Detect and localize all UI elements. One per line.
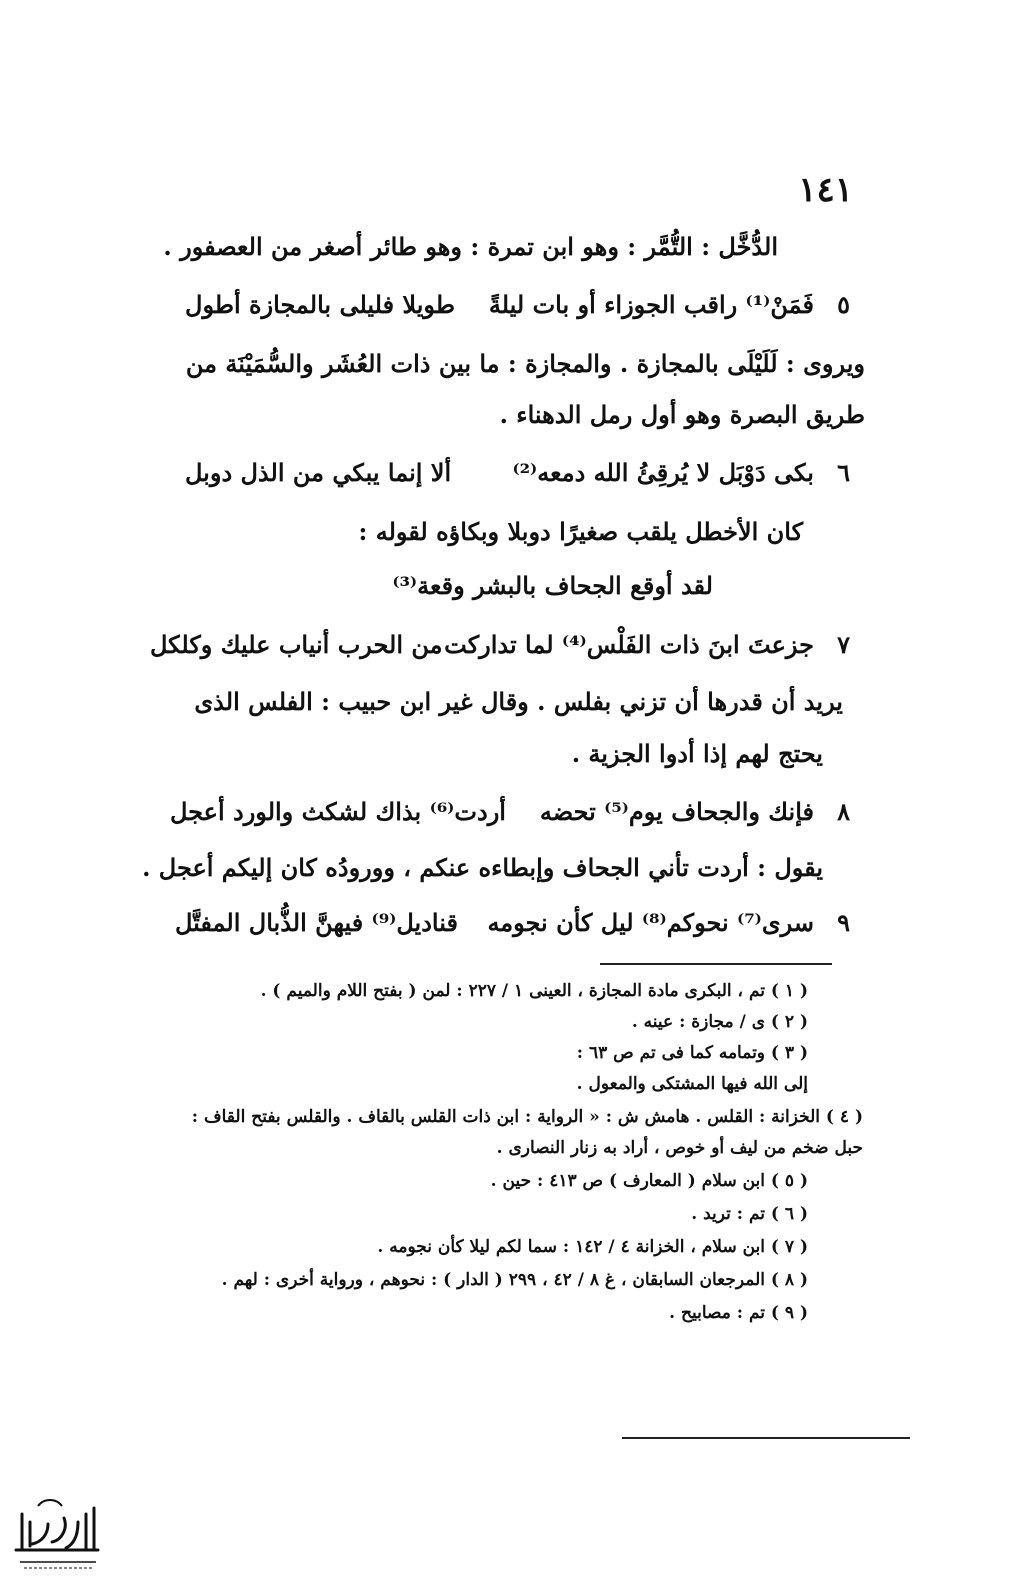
verse-number: ٨ [837, 797, 850, 826]
verse-first-hemistich: جزعتَ ابنَ ذات الفَلْس⁽⁴⁾ لما تداركت [444, 630, 814, 659]
verse-8 [170, 797, 850, 837]
footnote: ( ١ ) تم ، البكرى مادة المجازة ، العينى ١ / ٢٢٧ : لمن ( بفتح اللام والميم ) . [260, 981, 808, 1001]
verse-5 [185, 290, 850, 330]
verse-second-hemistich: قناديل⁽⁹⁾ فيهنَّ الذُّبال المفتَّل [175, 908, 458, 937]
verse-6 [185, 458, 850, 498]
verse-number: ٩ [837, 908, 850, 937]
verse-second-hemistich: طويلا فليلى بالمجازة أطول [185, 290, 455, 319]
footnote-quote: إلى الله فيها المشتكى والمعول . [576, 1074, 808, 1094]
verse-first-hemistich: سرى⁽⁷⁾ نحوكم⁽⁸⁾ ليل كأن نجومه [487, 908, 814, 937]
footnote-continued: حبل ضخم من ليف أو خوص ، أراد به زنار النصارى . [496, 1138, 863, 1158]
bottom-rule [622, 1437, 910, 1439]
footnote: ( ٩ ) تم : مصابيح . [669, 1303, 808, 1323]
footnote: ( ٦ ) تم : تريد . [691, 1204, 808, 1224]
verse-number: ٦ [837, 458, 850, 487]
verse-number: ٧ [837, 630, 850, 659]
calligraphy-stamp-logo [8, 1488, 104, 1580]
verse-second-hemistich: ألا إنما يبكي من الذل دوبل [185, 458, 452, 487]
verse-number: ٥ [837, 290, 850, 319]
commentary-line: يحتج لهم إذا أدوا الجزية . [571, 739, 823, 768]
commentary-line: ويروى : لَلَيْلَى بالمجازة . والمجازة : ما بين ذات العُشَر والسُّمَيْنَة من [185, 349, 865, 378]
verse-7 [150, 630, 850, 670]
commentary-line: كان الأخطل يلقب صغيرًا دوبلا وبكاؤه لقوله : [358, 517, 803, 546]
verse-second-hemistich: من الحرب أنياب عليك وكلكل [150, 630, 443, 659]
verse-first-hemistich: فإنك والجحاف يوم⁽⁵⁾ تحضه [539, 797, 814, 826]
commentary-line: يريد أن قدرها أن تزني بفلس . وقال غير ابن حبيب : الفلس الذى [194, 687, 843, 716]
footnote-separator [600, 963, 832, 965]
quoted-hemistich: لقد أوقع الجحاف بالبشر وقعة⁽³⁾ [392, 571, 713, 600]
commentary-line: يقول : أردت تأني الجحاف وإبطاءه عنكم ، وورودُه كان إليكم أعجل . [142, 853, 823, 882]
verse-second-hemistich: أردت⁽⁶⁾ بذاك لشكث والورد أعجل [170, 797, 506, 826]
footnote: ( ٥ ) ابن سلام ( المعارف ) ص ٤١٣ : حين . [490, 1171, 808, 1191]
footnote: ( ٢ ) ى / مجازة : عينه . [631, 1012, 808, 1032]
footnote: ( ٧ ) ابن سلام ، الخزانة ٤ / ١٤٢ : سما لكم ليلا كأن نجومه . [377, 1237, 808, 1257]
verse-first-hemistich: بكى دَوْبَل لا يُرقِئُ الله دمعه⁽²⁾ [512, 458, 814, 487]
footnote: ( ٣ ) وتمامه كما فى تم ص ٦٣ : [576, 1043, 808, 1063]
commentary-line: طريق البصرة وهو أول رمل الدهناء . [499, 400, 865, 429]
verse-9 [175, 908, 850, 948]
verse-first-hemistich: فَمَنْ⁽¹⁾ راقب الجوزاء أو بات ليلةً [488, 290, 814, 319]
gloss-line: الدُّخَّل : التُّمَّر : وهو ابن تمرة : وهو طائر أصغر من العصفور . [163, 232, 778, 261]
footnote: ( ٨ ) المرجعان السابقان ، غ ٨ / ٤٢ ، ٢٩٩ ( الدار ) : نحوهم ، ورواية أخرى : لهم . [221, 1270, 808, 1290]
footnote: ( ٤ ) الخزانة : القلس . هامش ش : « الرواية : ابن ذات القلس بالقاف . والقلس بفتح القاف : [191, 1107, 863, 1127]
page-number: ١٤١ [798, 170, 853, 210]
